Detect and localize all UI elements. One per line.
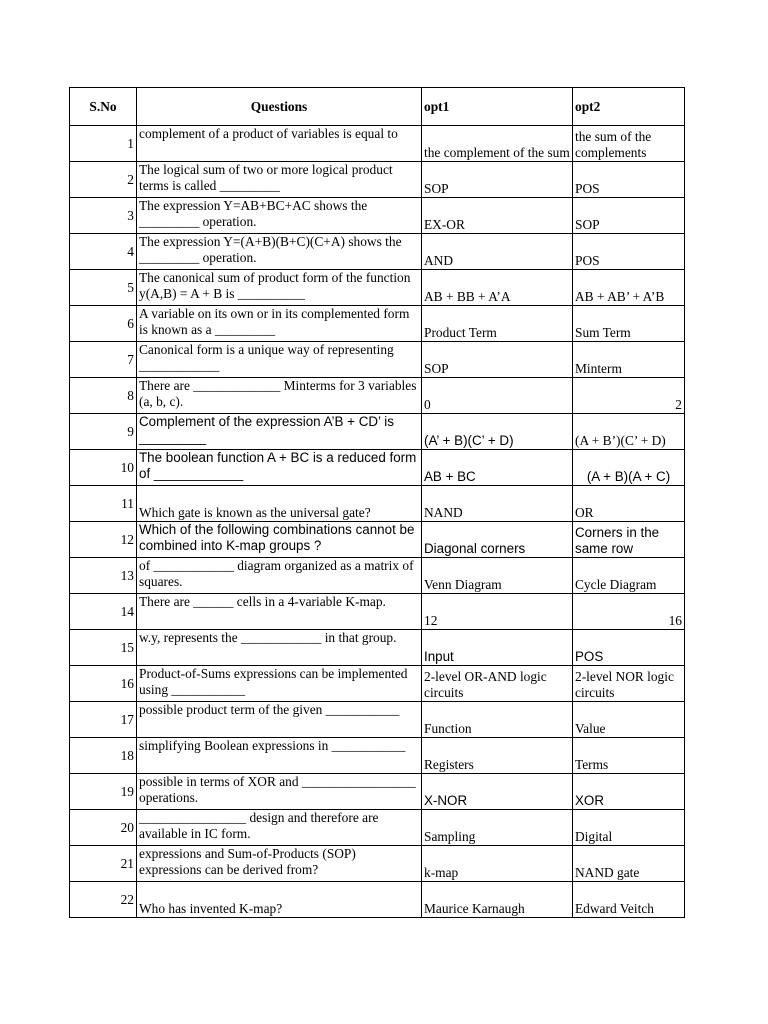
table-row	[70, 162, 685, 198]
question-cell: of ____________ diagram organized as a matrix of squares.	[137, 558, 422, 594]
opt1-cell: Maurice Karnaugh	[422, 882, 573, 918]
sno-cell: 20	[70, 810, 137, 846]
question-cell: The boolean function A + BC is a reduced form of ____________	[137, 450, 422, 486]
opt2-cell: NAND gate	[573, 846, 685, 882]
sno-cell: 14	[70, 594, 137, 630]
opt2-cell: Digital	[573, 810, 685, 846]
sno-cell: 4	[70, 234, 137, 270]
table-row	[70, 342, 685, 378]
question-cell: complement of a product of variables is equal to	[137, 126, 422, 162]
sno-cell: 10	[70, 450, 137, 486]
question-cell: possible product term of the given ___________	[137, 702, 422, 738]
question-cell: A variable on its own or in its complemented form is known as a _________	[137, 306, 422, 342]
question-cell: Canonical form is a unique way of representing ____________	[137, 342, 422, 378]
sno-cell: 16	[70, 666, 137, 702]
question-cell: The expression Y=(A+B)(B+C)(C+A) shows the _________ operation.	[137, 234, 422, 270]
opt1-cell: (A’ + B)(C’ + D)	[422, 414, 573, 450]
question-cell: Which of the following combinations cannot be combined into K-map groups ?	[137, 522, 422, 558]
opt1-cell: 0	[422, 378, 573, 414]
sno-cell: 12	[70, 522, 137, 558]
opt2-cell: (A + B’)(C’ + D)	[573, 414, 685, 450]
question-cell: Complement of the expression A’B + CD’ is _________	[137, 414, 422, 450]
opt2-cell: OR	[573, 486, 685, 522]
table-row	[70, 666, 685, 702]
table-row	[70, 882, 685, 918]
table-row	[70, 306, 685, 342]
question-cell: The logical sum of two or more logical product terms is called _________	[137, 162, 422, 198]
sno-cell: 17	[70, 702, 137, 738]
opt1-cell: Function	[422, 702, 573, 738]
table-row	[70, 126, 685, 162]
opt1-cell: AB + BC	[422, 450, 573, 486]
question-cell: There are _____________ Minterms for 3 variables (a, b, c).	[137, 378, 422, 414]
sno-cell: 1	[70, 126, 137, 162]
header-opt1: opt1	[422, 88, 573, 126]
opt1-cell: 2-level OR-AND logic circuits	[422, 666, 573, 702]
opt2-cell: XOR	[573, 774, 685, 810]
table-row	[70, 378, 685, 414]
opt2-cell: (A + B)(A + C)	[573, 450, 685, 486]
table-header-row	[70, 88, 685, 126]
opt2-cell: 2-level NOR logic circuits	[573, 666, 685, 702]
table-row	[70, 234, 685, 270]
sno-cell: 3	[70, 198, 137, 234]
opt2-cell: SOP	[573, 198, 685, 234]
sno-cell: 22	[70, 882, 137, 918]
question-cell: The expression Y=AB+BC+AC shows the _________ operation.	[137, 198, 422, 234]
sno-cell: 15	[70, 630, 137, 666]
sno-cell: 8	[70, 378, 137, 414]
opt2-cell: POS	[573, 630, 685, 666]
opt2-cell: the sum of the complements	[573, 126, 685, 162]
table-row	[70, 846, 685, 882]
opt2-cell: Cycle Diagram	[573, 558, 685, 594]
table-row	[70, 630, 685, 666]
opt2-cell: 16	[573, 594, 685, 630]
sno-cell: 18	[70, 738, 137, 774]
opt1-cell: X-NOR	[422, 774, 573, 810]
sno-cell: 13	[70, 558, 137, 594]
table-row	[70, 198, 685, 234]
opt2-cell: AB + AB’ + A’B	[573, 270, 685, 306]
table-row	[70, 702, 685, 738]
table-row	[70, 558, 685, 594]
opt1-cell: NAND	[422, 486, 573, 522]
question-cell: simplifying Boolean expressions in ___________	[137, 738, 422, 774]
question-cell: Which gate is known as the universal gate?	[137, 486, 422, 522]
opt1-cell: Product Term	[422, 306, 573, 342]
table-row	[70, 270, 685, 306]
opt1-cell: AND	[422, 234, 573, 270]
question-cell: w.y, represents the ____________ in that group.	[137, 630, 422, 666]
sno-cell: 2	[70, 162, 137, 198]
sno-cell: 5	[70, 270, 137, 306]
opt1-cell: Venn Diagram	[422, 558, 573, 594]
table-row	[70, 738, 685, 774]
opt1-cell: EX-OR	[422, 198, 573, 234]
opt1-cell: the complement of the sum	[422, 126, 573, 162]
opt1-cell: Registers	[422, 738, 573, 774]
sno-cell: 21	[70, 846, 137, 882]
sno-cell: 9	[70, 414, 137, 450]
table-row	[70, 594, 685, 630]
opt2-cell: Corners in the same row	[573, 522, 685, 558]
opt2-cell: 2	[573, 378, 685, 414]
table-body	[70, 126, 685, 918]
opt1-cell: SOP	[422, 162, 573, 198]
table-row	[70, 486, 685, 522]
opt1-cell: Input	[422, 630, 573, 666]
opt1-cell: 12	[422, 594, 573, 630]
opt2-cell: Sum Term	[573, 306, 685, 342]
opt2-cell: POS	[573, 234, 685, 270]
opt1-cell: AB + BB + A’A	[422, 270, 573, 306]
question-cell: possible in terms of XOR and _________________ operations.	[137, 774, 422, 810]
opt2-cell: Terms	[573, 738, 685, 774]
header-questions: Questions	[137, 88, 422, 126]
question-cell: The canonical sum of product form of the function y(A,B) = A + B is __________	[137, 270, 422, 306]
question-cell: expressions and Sum-of-Products (SOP) expressions can be derived from?	[137, 846, 422, 882]
question-cell: There are ______ cells in a 4-variable K-map.	[137, 594, 422, 630]
opt2-cell: Edward Veitch	[573, 882, 685, 918]
table-row	[70, 810, 685, 846]
opt1-cell: Sampling	[422, 810, 573, 846]
table-row	[70, 774, 685, 810]
opt1-cell: k-map	[422, 846, 573, 882]
table-row	[70, 522, 685, 558]
mcq-table	[69, 87, 685, 918]
sno-cell: 6	[70, 306, 137, 342]
opt2-cell: POS	[573, 162, 685, 198]
header-sno: S.No	[70, 88, 137, 126]
sno-cell: 19	[70, 774, 137, 810]
question-cell: ________________ design and therefore are available in IC form.	[137, 810, 422, 846]
opt2-cell: Value	[573, 702, 685, 738]
opt1-cell: SOP	[422, 342, 573, 378]
sno-cell: 11	[70, 486, 137, 522]
header-opt2: opt2	[573, 88, 685, 126]
table-row	[70, 450, 685, 486]
question-cell: Product-of-Sums expressions can be implemented using ___________	[137, 666, 422, 702]
opt1-cell: Diagonal corners	[422, 522, 573, 558]
sno-cell: 7	[70, 342, 137, 378]
question-cell: Who has invented K-map?	[137, 882, 422, 918]
table-row	[70, 414, 685, 450]
opt2-cell: Minterm	[573, 342, 685, 378]
